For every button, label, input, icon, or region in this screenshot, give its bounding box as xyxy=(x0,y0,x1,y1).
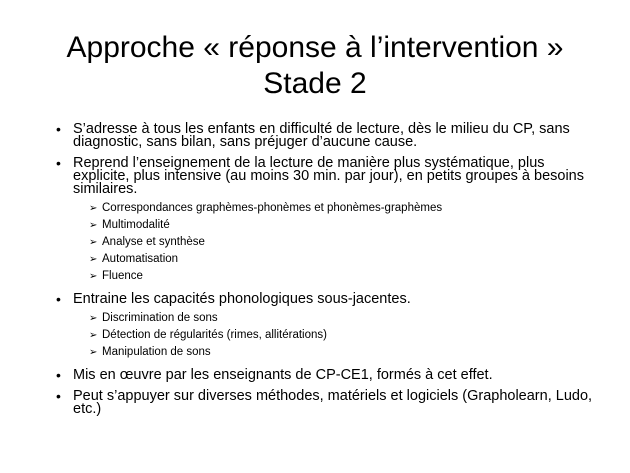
arrow-bullet-icon: ➢ xyxy=(89,254,98,265)
bullet-text: Mis en œuvre par les enseignants de CP-CE1, formés à cet effet. xyxy=(73,367,493,383)
slide-title xyxy=(0,30,630,102)
bullet-item xyxy=(56,157,596,285)
sub-item xyxy=(89,327,596,344)
slide-body xyxy=(56,123,596,424)
arrow-bullet-icon: ➢ xyxy=(89,271,98,282)
sub-item xyxy=(89,200,596,217)
arrow-bullet-icon: ➢ xyxy=(89,203,98,214)
sub-item-text: Multimodalité xyxy=(102,219,170,231)
title-line-2: Stade 2 xyxy=(263,67,367,100)
sub-item xyxy=(89,344,596,361)
bullet-dot-icon: • xyxy=(56,291,61,307)
bullet-text: Reprend l’enseignement de la lecture de manière plus systématique, plus explicite, plus intensive (au moins 30 min. par jour), en petits groupes à besoins similaires. xyxy=(73,155,584,197)
bullet-dot-icon: • xyxy=(56,388,61,404)
bullet-item xyxy=(56,123,596,149)
arrow-bullet-icon: ➢ xyxy=(89,347,98,358)
sub-item xyxy=(89,234,596,251)
sub-list xyxy=(73,200,596,285)
sub-item-text: Correspondances graphèmes-phonèmes et phonèmes-graphèmes xyxy=(102,202,443,214)
sub-item-text: Analyse et synthèse xyxy=(102,236,205,248)
bullet-text: Entraine les capacités phonologiques sous-jacentes. xyxy=(73,291,411,307)
sub-item-text: Discrimination de sons xyxy=(102,312,218,324)
bullet-dot-icon: • xyxy=(56,121,61,137)
sub-list xyxy=(73,310,596,361)
bullet-text: S’adresse à tous les enfants en difficulté de lecture, dès le milieu du CP, sans diagnostic, sans bilan, sans préjuger d’aucune cause. xyxy=(73,121,570,150)
sub-item-text: Fluence xyxy=(102,270,143,282)
arrow-bullet-icon: ➢ xyxy=(89,330,98,341)
arrow-bullet-icon: ➢ xyxy=(89,313,98,324)
sub-item-text: Automatisation xyxy=(102,253,179,265)
sub-item xyxy=(89,310,596,327)
sub-item xyxy=(89,217,596,234)
sub-item-text: Manipulation de sons xyxy=(102,346,211,358)
bullet-item xyxy=(56,369,596,382)
bullet-dot-icon: • xyxy=(56,155,61,171)
bullet-item xyxy=(56,390,596,416)
title-line-1: Approche « réponse à l’intervention » xyxy=(66,31,564,64)
arrow-bullet-icon: ➢ xyxy=(89,237,98,248)
arrow-bullet-icon: ➢ xyxy=(89,220,98,231)
sub-item-text: Détection de régularités (rimes, allitérations) xyxy=(102,329,327,341)
sub-item xyxy=(89,251,596,268)
sub-item xyxy=(89,268,596,285)
bullet-item xyxy=(56,293,596,361)
bullet-dot-icon: • xyxy=(56,367,61,383)
bullet-text: Peut s’appuyer sur diverses méthodes, matériels et logiciels (Grapholearn, Ludo, etc.) xyxy=(73,388,593,417)
